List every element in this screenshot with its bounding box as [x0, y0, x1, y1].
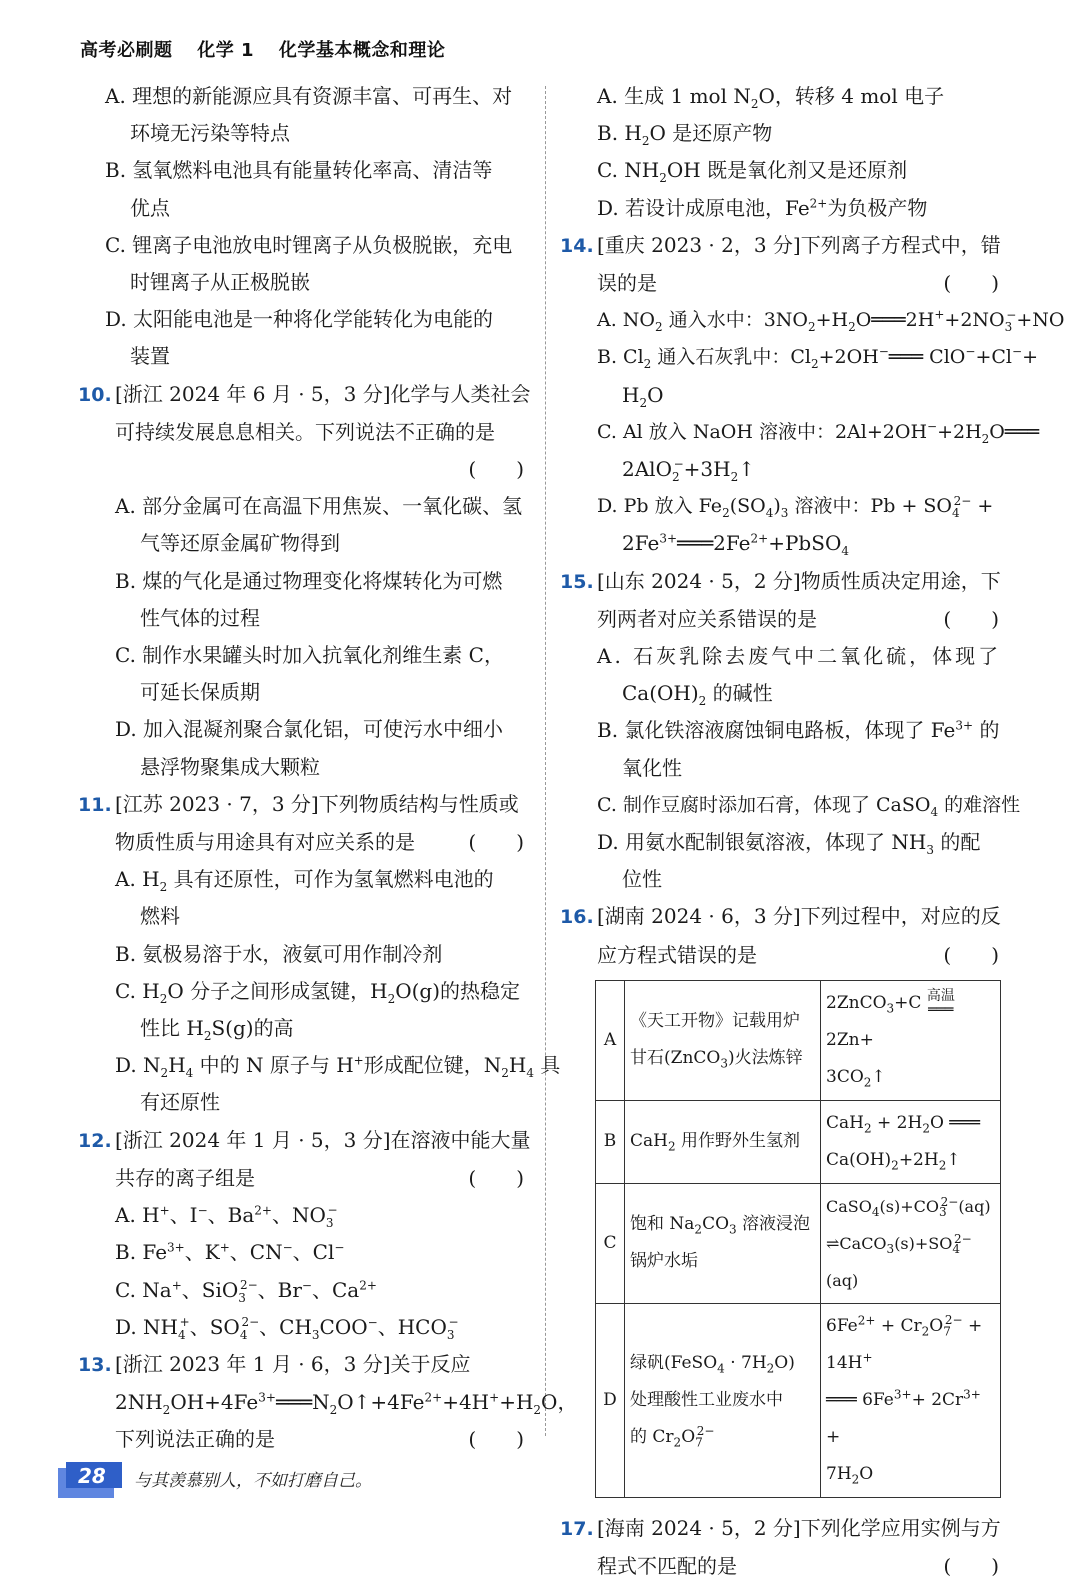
option-d: D. 用氨水配制银氨溶液，体现了 $NH_3$ 的配: [597, 830, 981, 858]
option-c-pre: C. 制作豆腐时添加石膏，体现了 CaSO: [597, 793, 931, 816]
t1: H: [168, 1053, 186, 1078]
question-12: [78, 1122, 530, 1346]
option-b-cont: 氧化性: [622, 755, 682, 780]
options-table: [595, 980, 1001, 1498]
option-a-pre: A. 生成 1 mol N: [597, 84, 751, 108]
desc-line2: 处理酸性工业废水中: [630, 1389, 783, 1410]
desc-line1: 绿矾(FeSO: [630, 1352, 718, 1373]
option-c-pre: C. Al 放入 NaOH 溶液中：: [597, 420, 835, 443]
table-row: [596, 1100, 1001, 1183]
option-a-cont: $Ca(OH)_2$ 的碱性: [622, 681, 773, 709]
question-number: 15.: [560, 570, 594, 593]
option-c: C. Al 放入 NaOH 溶液中：$2Al+2OH^-+2H_2O═══$: [597, 419, 1040, 446]
option-a-text: 具有还原性，可作为氢氧燃料电池的: [167, 867, 494, 892]
question-stem: [浙江 2024 年 1 月 · 5，3 分]在溶液中能大量: [115, 1127, 531, 1152]
answer-blank: ( ): [943, 1554, 999, 1579]
question-13: [78, 1346, 578, 1459]
answer-blank: ( ): [468, 1427, 524, 1452]
option-c: C. $NH_2OH$ 既是氧化剂又是还原剂: [597, 158, 908, 186]
option-a-cont: 环境无污染等特点: [130, 121, 290, 146]
desc-line2: 锅炉水垢: [630, 1251, 698, 1272]
question-number: 12.: [78, 1129, 112, 1152]
option-b-pre: B. Cl: [597, 346, 644, 369]
option-b-pre: B. H: [597, 121, 642, 146]
answer-blank: ( ): [943, 942, 999, 967]
question-stem-cont: 应方程式错误的是: [597, 942, 757, 967]
option-b-label: B.: [115, 1240, 137, 1265]
option-d-post: 为负极产物: [827, 195, 928, 220]
option-d: D. 太阳能电池是一种将化学能转化为电能的: [105, 307, 494, 332]
question-16: [560, 898, 1005, 1497]
option-d-cont: $2Fe^{3+}═══2Fe^{2+}+PbSO_4$: [622, 531, 849, 559]
option-d-pre: D. 用氨水配制银氨溶液，体现了 NH: [597, 830, 927, 855]
option-b: B. 氨极易溶于水，液氨可用作制冷剂: [115, 941, 443, 966]
option-c-pre: C. NH: [597, 158, 660, 183]
reaction-condition: 高温: [926, 988, 955, 1005]
question-15: [560, 563, 1021, 899]
question-number: 13.: [78, 1353, 112, 1376]
option-c-cont: 时锂离子从正极脱嵌: [130, 270, 310, 295]
option-b: B. $Cl_2$ 通入石灰乳中：$Cl_2+2OH^-═══$ ClO−+Cl−+: [597, 345, 1038, 372]
column-divider: [545, 86, 546, 1436]
row-description: 《天工开物》记载用炉 甘石(ZnCO$_3$)火法炼锌: [625, 980, 821, 1100]
running-header: [80, 36, 463, 62]
row-key: C: [596, 1183, 625, 1303]
desc-line2-pre: 甘石(ZnCO: [630, 1048, 721, 1069]
desc-post: 用作野外生氢剂: [675, 1131, 801, 1152]
option-b: B. $Fe^{3+}$、K+、CN−、Cl−: [115, 1240, 345, 1265]
question-number: 16.: [560, 906, 594, 929]
answer-blank: ( ): [468, 1165, 524, 1190]
answer-blank: ( ): [468, 457, 524, 482]
option-a: A. 生成 1 mol $N_2O$，转移 4 mol 电子: [597, 84, 945, 111]
right-column: [560, 78, 1065, 1585]
table-row: [596, 1183, 1001, 1303]
option-b-post: O 是还原产物: [649, 121, 773, 146]
option-a-cont: 燃料: [140, 904, 180, 929]
option-b-post: 的: [973, 718, 1000, 743]
subject-label: 化学 1: [197, 40, 255, 61]
option-b-mid: 通入石灰乳中：: [651, 346, 791, 369]
question-stem: [湖南 2024 · 6，3 分]下列过程中，对应的反: [597, 904, 1001, 929]
question-stem-cont: 列两者对应关系错误的是: [597, 606, 817, 631]
option-c-cont: 可延长保质期: [140, 680, 260, 705]
question-stem: [浙江 2024 年 6 月 · 5，3 分]化学与人类社会: [115, 381, 531, 406]
option-d-pre: D. Pb 放入 Fe: [597, 495, 723, 518]
question-17: [560, 1510, 1005, 1585]
question-stem: [浙江 2023 年 1 月 · 6，3 分]关于反应: [115, 1351, 471, 1376]
option-a-cont-pre: Ca(OH): [622, 681, 699, 706]
option-d: D. $N_2H_4$ 中的 N 原子与 H+形成配位键，$N_2H_4$ 具: [115, 1053, 561, 1081]
desc-mid: CO: [702, 1214, 730, 1235]
option-d: D. $NH_4^+$、$SO_4^{2-}$、$CH_3COO^-$、$HCO_3^-$: [115, 1314, 459, 1342]
option-b-cont: $H_2O$: [622, 382, 664, 410]
option-d-cont: 悬浮物聚集成大颗粒: [140, 754, 320, 779]
option-a: A. $NO_2$ 通入水中：$3NO_2+H_2O═══2H^++2NO_3^-+NO$: [597, 307, 1065, 335]
option-a: A. 理想的新能源应具有资源丰富、可再生、对: [105, 84, 513, 108]
t4: H: [508, 1053, 527, 1078]
option-b-cont: 性气体的过程: [140, 605, 260, 630]
question-stem-cont: 程式不匹配的是: [597, 1554, 737, 1579]
question-11: [78, 786, 561, 1122]
desc-line2-post: )火法炼锌: [727, 1048, 803, 1069]
option-d-cont: 装置: [130, 344, 170, 369]
row-equation: $CaSO_4(s)+CO_3^{2-}(aq)$ $\rightleftharpoons CaCO_3(s)+SO_4^{2-}(aq)$: [821, 1183, 1001, 1303]
option-c-post: 的难溶性: [938, 793, 1021, 816]
option-a: A. 石灰乳除去废气中二氧化硫，体现了: [597, 644, 1002, 669]
option-c-label: C.: [115, 1277, 136, 1302]
option-c: C. 锂离子电池放电时锂离子从负极脱嵌，充电: [105, 232, 513, 257]
question-number: 11.: [78, 793, 112, 816]
desc-pre: 饱和 Na: [630, 1214, 695, 1235]
footer-motto: 与其羡慕别人，不如打磨自己。: [134, 1471, 372, 1491]
page-number: 28: [78, 1464, 106, 1488]
option-d-cont: 有还原性: [140, 1090, 220, 1115]
option-c-text2: O(g)的热稳定: [395, 978, 521, 1003]
option-d: D. 加入混凝剂聚合氯化铝，可使污水中细小: [115, 717, 504, 742]
option-c-cont: 性比 $H_2S(g)$的高: [140, 1016, 294, 1044]
question-10: [78, 376, 530, 786]
option-b-cont: 优点: [130, 195, 170, 220]
option-d-label: D.: [115, 1314, 137, 1339]
question-13-options: [560, 78, 1005, 227]
question-stem: [山东 2024 · 5，2 分]物质性质决定用途，下: [597, 568, 1001, 593]
option-a-cont-post: 的碱性: [706, 681, 773, 706]
option-a: A. $H_2$ 具有还原性，可作为氢氧燃料电池的: [115, 867, 494, 895]
row-key: D: [596, 1303, 625, 1497]
option-a: A. H+、I−、$Ba^{2+}$、$NO_3^-$: [115, 1203, 338, 1231]
question-stem: [江苏 2023 · 7，3 分]下列物质结构与性质或: [115, 791, 519, 816]
row-description: 绿矾(FeSO$_4$ · $7H_2O$) 处理酸性工业废水中 的 $Cr_2O_7^{2-}$: [625, 1303, 821, 1497]
reaction-equation: $2NH_2OH+4Fe^{3+}═══N_2O↑+4Fe^{2+}+4H^++H_2O$，: [115, 1390, 578, 1418]
t2: 中的 N 原子与 H: [193, 1053, 354, 1078]
option-b: B. 氢氧燃料电池具有能量转化率高、清洁等: [105, 158, 493, 183]
option-c: C. 制作水果罐头时加入抗氧化剂维生素 C，: [115, 643, 504, 668]
question-9-options: [78, 78, 530, 376]
option-c-cont-post: S(g)的高: [211, 1016, 294, 1041]
option-c-text: O 分子之间形成氢键，H: [167, 978, 388, 1003]
desc-line1c: O): [774, 1352, 795, 1373]
option-b-pre: B. 氯化铁溶液腐蚀铜电路板，体现了 Fe: [597, 718, 956, 743]
option-a-pre: A. NO: [597, 309, 656, 332]
option-d: D. 若设计成原电池，$Fe^{2+}$为负极产物: [597, 195, 928, 220]
option-a-mid: 通入水中：: [662, 309, 764, 332]
option-b-cont-text: H: [622, 382, 640, 407]
desc-pre: CaH: [630, 1131, 668, 1152]
question-stem-cont: 误的是: [597, 271, 657, 296]
option-d-pre: D. 若设计成原电池，Fe: [597, 195, 810, 220]
table-row: [596, 980, 1001, 1100]
row-equation: $6Fe^{2+} + Cr_2O_7^{2-} + 14H^+$ ═══ $6Fe^{3+}+ 2Cr^{3+}$ + $7H_2O$: [821, 1303, 1001, 1497]
question-number: 17.: [560, 1517, 594, 1540]
option-a-cont: 气等还原金属矿物得到: [140, 531, 340, 556]
option-a: A. 部分金属可在高温下用焦炭、一氧化碳、氢: [115, 494, 523, 519]
option-d-label: D. N: [115, 1053, 161, 1078]
question-stem-cont: 可持续发展息息相关。下列说法不正确的是: [115, 419, 495, 444]
option-c: C. $H_2O$ 分子之间形成氢键，$H_2O(g)$的热稳定: [115, 978, 521, 1006]
question-stem: [海南 2024 · 5，2 分]下列化学应用实例与方: [597, 1515, 1001, 1540]
answer-blank: ( ): [468, 830, 524, 855]
option-c-cont-pre: 性比 H: [140, 1016, 204, 1041]
desc-end: 溶液浸泡: [736, 1214, 811, 1235]
question-stem-cont: 物质性质与用途具有对应关系的是: [115, 830, 415, 855]
option-b: B. 氯化铁溶液腐蚀铜电路板，体现了 $Fe^{3+}$ 的: [597, 718, 1000, 743]
row-key: B: [596, 1100, 625, 1183]
question-stem-cont: 下列说法正确的是: [115, 1427, 275, 1452]
answer-blank: ( ): [943, 606, 999, 631]
option-c: C. Na+、SiO$_3^{2-}$、Br−、$Ca^{2+}$: [115, 1277, 377, 1305]
t5: 具: [533, 1053, 561, 1078]
option-a-label: A.: [115, 1203, 136, 1228]
t3: 形成配位键，N: [363, 1053, 502, 1078]
option-c-label: C. H: [115, 978, 160, 1003]
option-b: B. 煤的气化是通过物理变化将煤转化为可燃: [115, 568, 503, 593]
row-description: CaH$_2$ 用作野外生氢剂: [625, 1100, 821, 1183]
question-14: [560, 227, 1065, 563]
option-d-cont: 位性: [622, 867, 662, 892]
book-title: 高考必刷题: [80, 40, 173, 61]
row-equation: 2ZnCO$_3$+C 高温 ═══2Zn+ $3CO_2↑$: [821, 980, 1001, 1100]
row-description: 饱和 $Na_2CO_3$ 溶液浸泡 锅炉水垢: [625, 1183, 821, 1303]
option-d-post: 的配: [933, 830, 981, 855]
question-number: 10.: [78, 383, 112, 406]
desc-line1b: · 7H: [724, 1352, 767, 1373]
question-stem-cont: 共存的离子组是: [115, 1165, 255, 1190]
option-d: D. Pb 放入 $Fe_2(SO_4)_3$ 溶液中：$Pb + SO_4^{2-}$ +: [597, 493, 994, 521]
answer-blank: ( ): [943, 271, 999, 296]
option-c-post: OH 既是氧化剂又是还原剂: [666, 158, 908, 183]
table-row: [596, 1303, 1001, 1497]
topic-label: 化学基本概念和理论: [278, 40, 446, 61]
option-c: C. 制作豆腐时添加石膏，体现了 CaSO$_4$ 的难溶性: [597, 793, 1021, 819]
option-a-post: O，转移 4 mol 电子: [758, 84, 945, 108]
desc-line3: 的 Cr: [630, 1426, 674, 1447]
question-number: 14.: [560, 234, 594, 257]
option-c-cont: $2AlO_2^-+3H_2↑$: [622, 457, 756, 485]
option-b: B. $H_2O$ 是还原产物: [597, 121, 773, 149]
row-equation: $CaH_2 + 2H_2O$ ═══ $Ca(OH)_2+2H_2↑$: [821, 1100, 1001, 1183]
question-stem: [重庆 2023 · 2，3 分]下列离子方程式中，错: [597, 232, 1001, 257]
row-key: A: [596, 980, 625, 1100]
desc-line1: 《天工开物》记载用炉: [630, 1011, 800, 1032]
option-a-label: A. H: [115, 867, 160, 892]
